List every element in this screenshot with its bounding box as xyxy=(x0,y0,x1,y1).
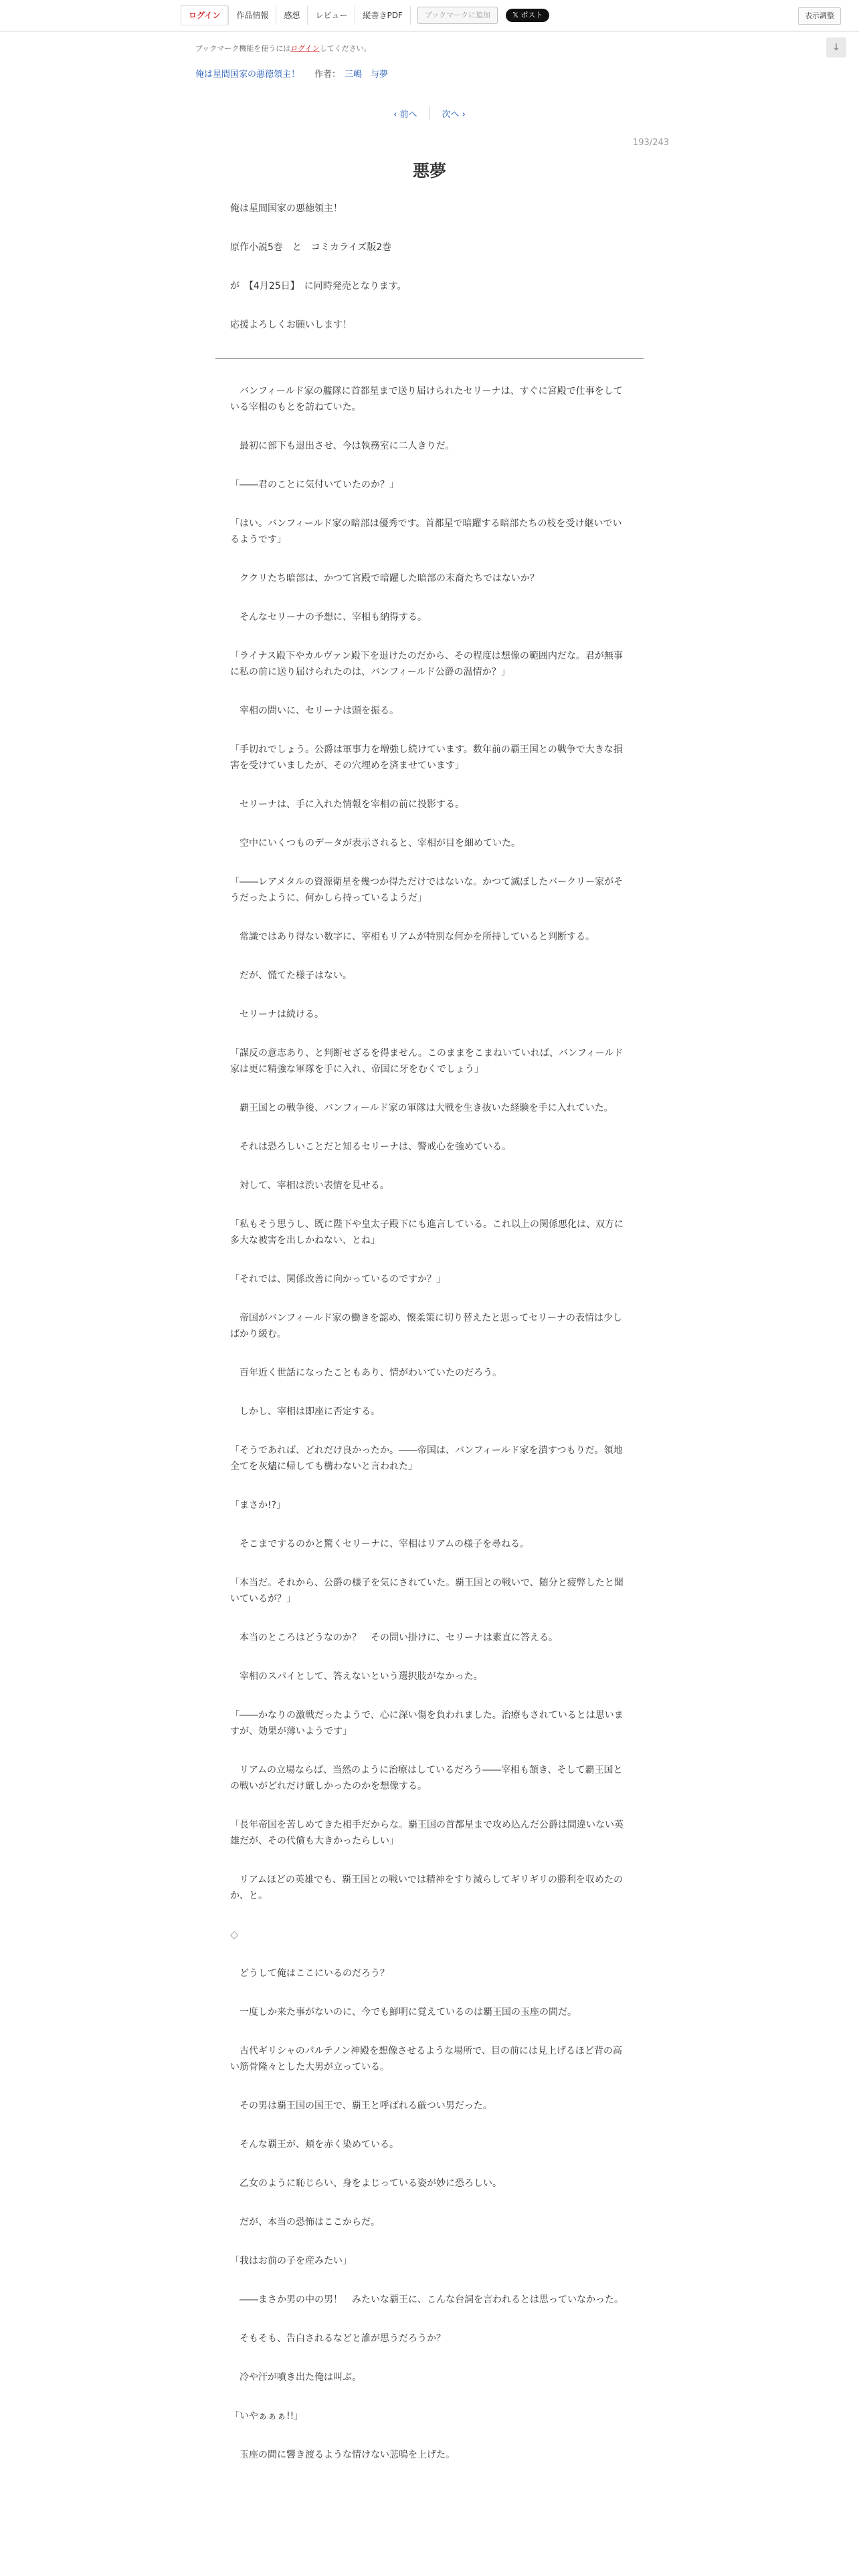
work-info-button[interactable]: 作品情報 xyxy=(228,6,276,25)
body-paragraph: 覇王国との戦争後、バンフィールド家の軍隊は大戦を生き抜いた経験を手に入れていた。 xyxy=(230,1103,613,1113)
body-paragraph: どうして俺はここにいるのだろう？ xyxy=(230,1968,389,1979)
notice-login-link[interactable]: ログイン xyxy=(290,44,320,53)
body-paragraph: だが、本当の恐怖はここからだ。 xyxy=(230,2217,380,2228)
author-label: 作者： xyxy=(314,70,341,80)
novel-title-link[interactable]: 俺は星間国家の悪徳領主！ xyxy=(195,70,300,80)
body-paragraph: 「本当だ。それから、公爵の様子を気にされていた。覇王国との戦いで、随分と疲弊したと聞いているが？」 xyxy=(230,1578,624,1604)
top-navigation-bar xyxy=(0,0,859,31)
body-paragraph: 「長年帝国を苦しめてきた相手だからな。覇王国の首都星まで攻め込んだ公爵は間違いない英雄だが、その代償も大きかったらしい」 xyxy=(230,1820,624,1846)
foreword xyxy=(230,201,632,356)
episode-pager xyxy=(0,107,859,120)
body-paragraph: 「――レアメタルの資源衛星を幾つか得ただけではないな。かつて滅ぼしたバークリー家がそうだったように、何かしら持っているようだ」 xyxy=(230,877,624,903)
body-paragraph: 宰相のスパイとして、答えないという選択肢がなかった。 xyxy=(230,1671,483,1682)
body-paragraph: 対して、宰相は渋い表情を見せる。 xyxy=(230,1180,389,1191)
body-paragraph: 「そうであれば、どれだけ良かったか。――帝国は、バンフィールド家を潰すつもりだ。領地全てを灰燼に帰しても構わないと言われた」 xyxy=(230,1445,623,1472)
impressions-button[interactable]: 感想 xyxy=(276,6,307,25)
body-paragraph: そこまでするのかと驚くセリーナに、宰相はリアムの様子を尋ねる。 xyxy=(230,1539,530,1549)
body-paragraph: 宰相の問いに、セリーナは頭を振る。 xyxy=(230,706,399,716)
body-paragraph: 常識ではあり得ない数字に、宰相もリアムが特別な何かを所持していると判断する。 xyxy=(230,932,595,942)
body-paragraph: 「ライナス殿下やカルヴァン殿下を退けたのだから、その程度は想像の範囲内だな。君が無事に私の前に送り届けられたのは、バンフィールド公爵の温情か？」 xyxy=(230,651,623,677)
body-paragraph: 最初に部下も退出させ、今は執務室に二人きりだ。 xyxy=(230,441,455,451)
vertical-pdf-button[interactable]: 縦書きPDF xyxy=(355,6,410,25)
bookmark-add-button[interactable]: ブックマークに追加 xyxy=(417,7,498,24)
display-settings-button[interactable]: 表示調整 xyxy=(798,7,841,25)
review-button[interactable]: レビュー xyxy=(307,6,355,25)
body-paragraph: そんな覇王が、頬を赤く染めている。 xyxy=(230,2139,399,2150)
body-paragraph: 「――かなりの激戦だったようで、心に深い傷を負われました。治療もされているとは思いますが、効果が薄いようです」 xyxy=(230,1710,624,1737)
author-link[interactable]: 三嶋 与夢 xyxy=(345,70,389,80)
body-paragraph: セリーナは、手に入れた情報を宰相の前に投影する。 xyxy=(230,799,464,810)
navigation-menu xyxy=(181,5,549,25)
bookmark-login-notice xyxy=(195,43,371,53)
foreword-line: 原作小説5巻 と コミカライズ版2巻 xyxy=(230,242,392,253)
body-paragraph: 「我はお前の子を産みたい」 xyxy=(230,2256,352,2266)
body-paragraph: 「まさか!?」 xyxy=(230,1500,286,1511)
body-paragraph: 古代ギリシャのパルテノン神殿を想像させるような場所で、目の前には見上げるほど背の高い筋骨隆々とした大男が立っている。 xyxy=(230,2046,622,2072)
body-paragraph: 「私もそう思うし、既に陛下や皇太子殿下にも進言している。これ以上の関係悪化は、双方に多大な被害を出しかねない、とね」 xyxy=(230,1219,624,1246)
body-paragraph: 百年近く世話になったこともあり、情がわいていたのだろう。 xyxy=(230,1368,502,1378)
body-paragraph: しかし、宰相は即座に否定する。 xyxy=(230,1406,380,1417)
body-paragraph: 空中にいくつものデータが表示されると、宰相が目を細めていた。 xyxy=(230,838,520,849)
episode-body xyxy=(230,383,630,2486)
body-paragraph: ククリたち暗部は、かつて宮殿で暗躍した暗部の末裔たちではないか？ xyxy=(230,573,539,584)
foreword-line: が 【4月25日】 に同時発売となります。 xyxy=(230,281,407,292)
login-button[interactable]: ログイン xyxy=(181,5,228,25)
body-paragraph: ――まさか男の中の男！ みたいな覇王に、こんな台詞を言われるとは思っていなかった。 xyxy=(230,2294,624,2305)
scroll-down-icon[interactable]: ↓ xyxy=(826,37,846,58)
body-paragraph: 「それでは、関係改善に向かっているのですか？」 xyxy=(230,1274,446,1285)
body-paragraph: 冷や汗が噴き出た俺は叫ぶ。 xyxy=(230,2372,362,2383)
body-paragraph: それは恐ろしいことだと知るセリーナは、警戒心を強めている。 xyxy=(230,1142,511,1152)
foreword-line: 俺は星間国家の悪徳領主！ xyxy=(230,203,343,214)
body-paragraph: 「謀反の意志あり、と判断せざるを得ません。このままをこまねいていれば、バンフィールド家は更に精強な軍隊を手に入れ、帝国に牙をむくでしょう」 xyxy=(230,1048,624,1075)
body-paragraph: リアムほどの英雄でも、覇王国との戦いでは精神をすり減らしてギリギリの勝利を収めたのか、と。 xyxy=(230,1874,624,1901)
episode-title: 悪夢 xyxy=(412,161,446,181)
notice-text-after: してください。 xyxy=(319,44,371,53)
body-paragraph: ◇ xyxy=(230,1928,239,1941)
body-paragraph: リアムの立場ならば、当然のように治療はしているだろう――宰相も頷き、そして覇王国との戦いがどれだけ厳しかったのかを想像する。 xyxy=(230,1765,623,1792)
foreword-line: 応援よろしくお願いします！ xyxy=(230,320,352,330)
body-paragraph: 「はい。バンフィールド家の暗部は優秀です。首都星で暗躍する暗部たちの枝を受け継いでいるようです」 xyxy=(230,518,622,545)
foreword-divider xyxy=(215,358,644,359)
body-paragraph: 「いやぁぁぁ!!」 xyxy=(230,2411,304,2422)
body-paragraph: 本当のところはどうなのか？ その問い掛けに、セリーナは素直に答える。 xyxy=(230,1632,558,1643)
episode-number: 193/243 xyxy=(632,138,669,148)
body-paragraph: バンフィールド家の艦隊に首都星まで送り届けられたセリーナは、すぐに宮殿で仕事をしている宰相のもとを訪ねていた。 xyxy=(230,386,623,413)
notice-text-before: ブックマーク機能を使うには xyxy=(195,44,291,53)
body-paragraph: そんなセリーナの予想に、宰相も納得する。 xyxy=(230,612,427,623)
body-paragraph: 「手切れでしょう。公爵は軍事力を増強し続けています。数年前の覇王国との戦争で大きな損害を受けていましたが、その穴埋めを済ませています」 xyxy=(230,744,623,771)
body-paragraph: セリーナは続ける。 xyxy=(230,1009,324,1020)
body-paragraph: 乙女のように恥じらい、身をよじっている姿が妙に恐ろしい。 xyxy=(230,2178,502,2189)
prev-episode-link[interactable]: ‹ 前へ xyxy=(381,107,430,120)
body-paragraph: 「――君のことに気付いていたのか？」 xyxy=(230,479,399,490)
next-episode-link[interactable]: 次へ › xyxy=(442,110,466,120)
body-paragraph: 帝国がバンフィールド家の働きを認め、懐柔策に切り替えたと思ってセリーナの表情は少しばかり緩む。 xyxy=(230,1313,623,1339)
series-info xyxy=(195,67,388,80)
body-paragraph: その男は覇王国の国王で、覇王と呼ばれる厳つい男だった。 xyxy=(230,2101,492,2111)
body-paragraph: 一度しか来た事がないのに、今でも鮮明に覚えているのは覇王国の玉座の間だ。 xyxy=(230,2007,577,2018)
body-paragraph: そもそも、告白されるなどと誰が思うだろうか？ xyxy=(230,2333,446,2344)
body-paragraph: だが、慌てた様子はない。 xyxy=(230,970,352,981)
body-paragraph: 玉座の間に響き渡るような情けない悲鳴を上げた。 xyxy=(230,2450,455,2460)
x-post-button[interactable]: 𝕏 ポスト xyxy=(506,9,549,22)
